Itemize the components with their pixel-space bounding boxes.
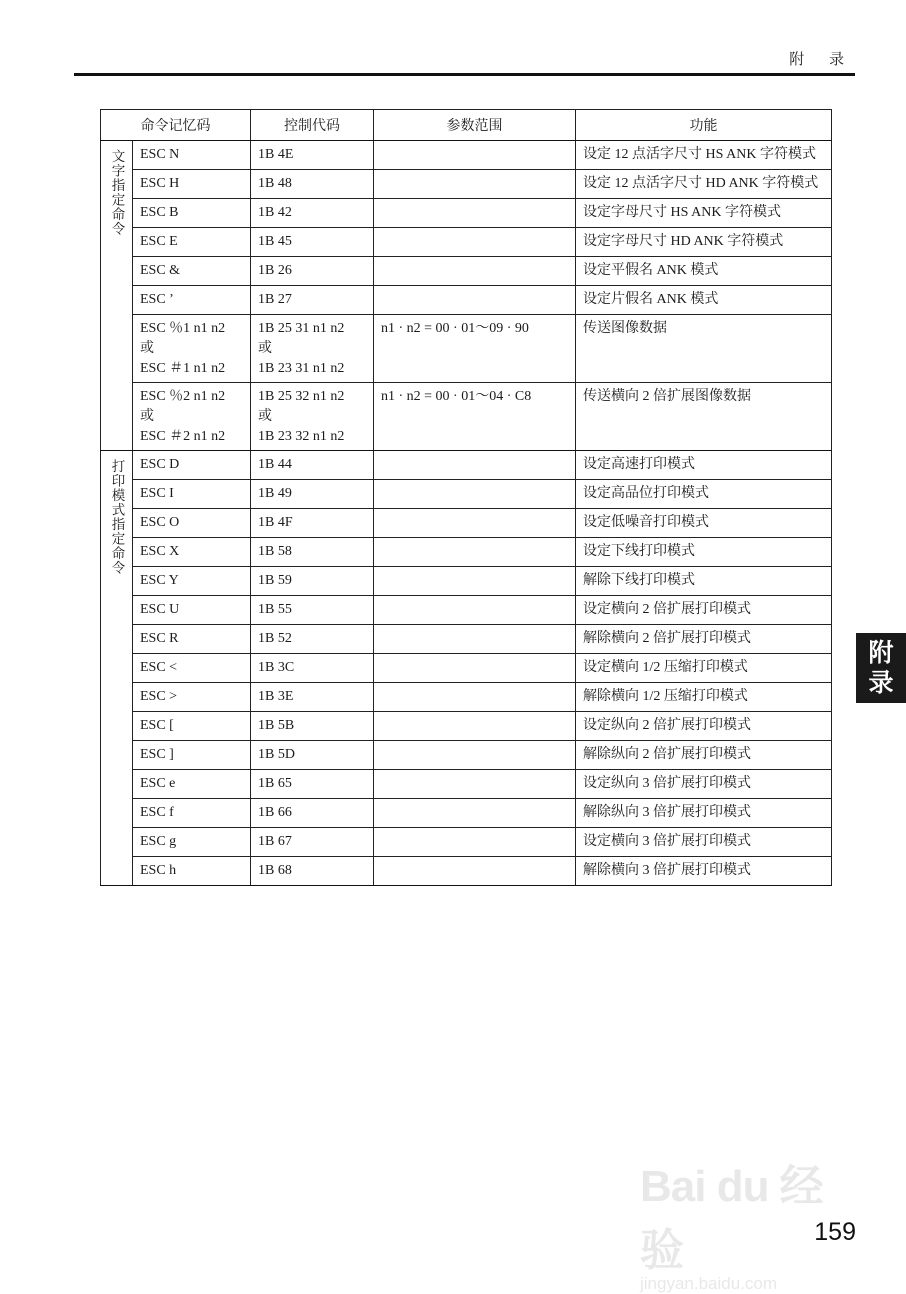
cell-function: 设定下线打印模式 xyxy=(576,538,832,567)
table-body xyxy=(101,141,832,886)
cell-function: 解除纵向 2 倍扩展打印模式 xyxy=(576,741,832,770)
column-header-code: 控制代码 xyxy=(251,110,374,141)
cell-code: 1B 52 xyxy=(251,625,374,654)
cell-mnemonic: ESC h xyxy=(133,857,251,886)
cell-code: 1B 66 xyxy=(251,799,374,828)
table-row xyxy=(101,228,832,257)
group-label-cell xyxy=(101,451,133,886)
cell-param xyxy=(374,770,576,799)
cell-code: 1B 49 xyxy=(251,480,374,509)
table-row xyxy=(101,170,832,199)
cell-code: 1B 4F xyxy=(251,509,374,538)
table-row xyxy=(101,712,832,741)
cell-param xyxy=(374,228,576,257)
cell-mnemonic: ESC I xyxy=(133,480,251,509)
cell-mnemonic: ESC U xyxy=(133,596,251,625)
cell-function: 设定横向 1/2 压缩打印模式 xyxy=(576,654,832,683)
cell-mnemonic: ESC H xyxy=(133,170,251,199)
cell-function: 设定横向 3 倍扩展打印模式 xyxy=(576,828,832,857)
cell-mnemonic: ESC E xyxy=(133,228,251,257)
cell-mnemonic: ESC f xyxy=(133,799,251,828)
cell-code: 1B 58 xyxy=(251,538,374,567)
cell-function: 设定低噪音打印模式 xyxy=(576,509,832,538)
cell-code: 1B 68 xyxy=(251,857,374,886)
cell-function: 传送横向 2 倍扩展图像数据 xyxy=(576,383,832,451)
column-header-param: 参数范围 xyxy=(374,110,576,141)
table-row xyxy=(101,286,832,315)
cell-param xyxy=(374,538,576,567)
cell-code: 1B 65 xyxy=(251,770,374,799)
cell-param xyxy=(374,141,576,170)
cell-code: 1B 59 xyxy=(251,567,374,596)
group-label: 打印模式指定命令 xyxy=(108,459,125,575)
table-row xyxy=(101,654,832,683)
cell-function: 设定 12 点活字尺寸 HS ANK 字符模式 xyxy=(576,141,832,170)
cell-function: 设定片假名 ANK 模式 xyxy=(576,286,832,315)
cell-mnemonic: ESC < xyxy=(133,654,251,683)
column-header-function: 功能 xyxy=(576,110,832,141)
cell-param xyxy=(374,509,576,538)
table-row xyxy=(101,141,832,170)
cell-code: 1B 42 xyxy=(251,199,374,228)
table-row xyxy=(101,315,832,383)
group-label-cell xyxy=(101,141,133,451)
cell-param xyxy=(374,199,576,228)
cell-function: 解除横向 3 倍扩展打印模式 xyxy=(576,857,832,886)
cell-mnemonic: ESC R xyxy=(133,625,251,654)
cell-function: 解除纵向 3 倍扩展打印模式 xyxy=(576,799,832,828)
cell-code: 1B 48 xyxy=(251,170,374,199)
cell-param: n1 · n2 = 00 · 01～09 · 90 xyxy=(374,315,576,383)
table-row xyxy=(101,480,832,509)
cell-mnemonic: ESC ％2 n1 n2 或 ESC ＃2 n1 n2 xyxy=(133,383,251,451)
table-header-row xyxy=(101,110,832,141)
cell-code: 1B 4E xyxy=(251,141,374,170)
cell-param xyxy=(374,799,576,828)
cell-function: 设定高品位打印模式 xyxy=(576,480,832,509)
cell-function: 传送图像数据 xyxy=(576,315,832,383)
table-row xyxy=(101,509,832,538)
cell-code: 1B 5D xyxy=(251,741,374,770)
cell-param xyxy=(374,683,576,712)
cell-code: 1B 3C xyxy=(251,654,374,683)
cell-function: 解除横向 1/2 压缩打印模式 xyxy=(576,683,832,712)
cell-param xyxy=(374,596,576,625)
table-row xyxy=(101,451,832,480)
table-row xyxy=(101,683,832,712)
side-tab-char-1: 附 xyxy=(868,638,894,667)
cell-param xyxy=(374,451,576,480)
cell-mnemonic: ESC & xyxy=(133,257,251,286)
page-header-title: 附 录 xyxy=(789,50,854,68)
cell-function: 解除下线打印模式 xyxy=(576,567,832,596)
cell-function: 设定纵向 3 倍扩展打印模式 xyxy=(576,770,832,799)
cell-param xyxy=(374,170,576,199)
table-row xyxy=(101,828,832,857)
cell-param xyxy=(374,567,576,596)
cell-code: 1B 55 xyxy=(251,596,374,625)
cell-mnemonic: ESC Y xyxy=(133,567,251,596)
table-row xyxy=(101,257,832,286)
cell-param xyxy=(374,712,576,741)
cell-function: 解除横向 2 倍扩展打印模式 xyxy=(576,625,832,654)
cell-param xyxy=(374,857,576,886)
cell-code: 1B 25 32 n1 n2 或 1B 23 32 n1 n2 xyxy=(251,383,374,451)
cell-code: 1B 44 xyxy=(251,451,374,480)
cell-mnemonic: ESC ’ xyxy=(133,286,251,315)
table-row xyxy=(101,741,832,770)
table-row xyxy=(101,199,832,228)
column-header-mnemonic: 命令记忆码 xyxy=(101,110,251,141)
appendix-side-tab xyxy=(856,633,906,703)
cell-mnemonic: ESC O xyxy=(133,509,251,538)
command-table xyxy=(100,109,832,886)
cell-mnemonic: ESC ％1 n1 n2 或 ESC ＃1 n1 n2 xyxy=(133,315,251,383)
cell-mnemonic: ESC g xyxy=(133,828,251,857)
side-tab-char-2: 录 xyxy=(868,668,894,697)
cell-mnemonic: ESC [ xyxy=(133,712,251,741)
table-row xyxy=(101,567,832,596)
cell-code: 1B 27 xyxy=(251,286,374,315)
header-divider xyxy=(74,73,855,76)
group-label: 文字指定命令 xyxy=(108,149,125,236)
table-row xyxy=(101,770,832,799)
table-row xyxy=(101,596,832,625)
cell-param xyxy=(374,741,576,770)
table-row xyxy=(101,625,832,654)
watermark-logo: Bai du 经验 xyxy=(640,1162,823,1275)
cell-code: 1B 45 xyxy=(251,228,374,257)
cell-function: 设定平假名 ANK 模式 xyxy=(576,257,832,286)
cell-param xyxy=(374,828,576,857)
table-row xyxy=(101,857,832,886)
cell-mnemonic: ESC X xyxy=(133,538,251,567)
cell-function: 设定高速打印模式 xyxy=(576,451,832,480)
cell-mnemonic: ESC ] xyxy=(133,741,251,770)
cell-param: n1 · n2 = 00 · 01～04 · C8 xyxy=(374,383,576,451)
cell-param xyxy=(374,257,576,286)
cell-mnemonic: ESC N xyxy=(133,141,251,170)
cell-param xyxy=(374,480,576,509)
cell-function: 设定 12 点活字尺寸 HD ANK 字符模式 xyxy=(576,170,832,199)
cell-code: 1B 67 xyxy=(251,828,374,857)
cell-code: 1B 5B xyxy=(251,712,374,741)
cell-code: 1B 26 xyxy=(251,257,374,286)
cell-mnemonic: ESC B xyxy=(133,199,251,228)
watermark-url: jingyan.baidu.com xyxy=(640,1274,778,1293)
table-row xyxy=(101,383,832,451)
cell-mnemonic: ESC > xyxy=(133,683,251,712)
cell-code: 1B 3E xyxy=(251,683,374,712)
cell-function: 设定字母尺寸 HD ANK 字符模式 xyxy=(576,228,832,257)
cell-mnemonic: ESC D xyxy=(133,451,251,480)
table-row xyxy=(101,538,832,567)
cell-function: 设定横向 2 倍扩展打印模式 xyxy=(576,596,832,625)
cell-param xyxy=(374,286,576,315)
cell-code: 1B 25 31 n1 n2 或 1B 23 31 n1 n2 xyxy=(251,315,374,383)
cell-param xyxy=(374,654,576,683)
cell-param xyxy=(374,625,576,654)
page-number: 159 xyxy=(814,1218,856,1246)
table-row xyxy=(101,799,832,828)
cell-function: 设定字母尺寸 HS ANK 字符模式 xyxy=(576,199,832,228)
cell-mnemonic: ESC e xyxy=(133,770,251,799)
cell-function: 设定纵向 2 倍扩展打印模式 xyxy=(576,712,832,741)
